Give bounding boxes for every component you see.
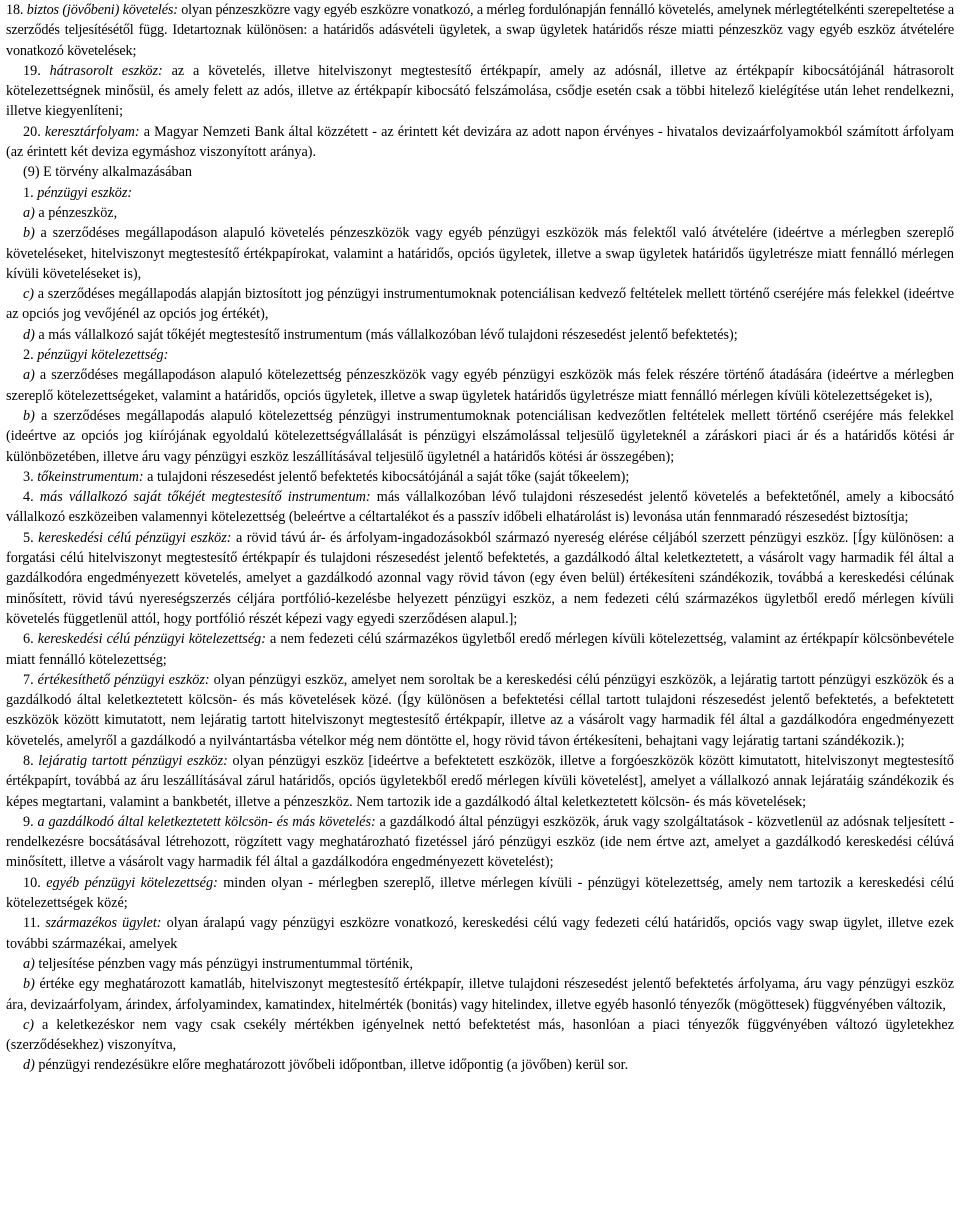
term-label: kereskedési célú pénzügyi kötelezettség: <box>37 631 266 648</box>
paragraph <box>6 61 954 122</box>
paragraph <box>6 0 954 61</box>
paragraph <box>6 467 954 487</box>
paragraph-text: pénzügyi rendezésükre előre meghatározott jövőbeli időpontban, illetve időpontig (a jövőben) kerül sor. <box>34 1057 629 1074</box>
paragraph-text: 10. <box>23 874 47 891</box>
paragraph-text: teljesítése pénzben vagy más pénzügyi instrumentummal történik, <box>34 955 414 972</box>
term-label: b) <box>23 225 35 242</box>
paragraph <box>6 223 954 284</box>
paragraph-text: a szerződéses megállapodáson alapuló követelés pénzeszközök vagy egyéb pénzügyi eszközök más felektől való átvételére (ideértve a mérlegben szereplő követeléseket, hitelviszonyt megtestesítő értékpapírokat, valamint a határidős, opciós ügyletek, illetve a swap ügyletek határidős ügyletrésze miatt fennálló mérlegen kívüli követeléseket is), <box>6 225 954 282</box>
term-label: c) <box>23 286 35 303</box>
paragraph <box>6 913 954 954</box>
paragraph <box>6 203 954 223</box>
paragraph-text: a szerződéses megállapodás alapuló kötelezettség pénzügyi instrumentumoknak potenciálisan kedvezőtlen feltételek mellett történő cseréjére más felekkel (ideértve az opciós jog kiírójának egyoldalú kötelezettségvállalását is pénzügyi elszámolással teljesülő ügyleteknél a záráskori piaci ár és a határidős kötési ár különbözetében, illetve áru vagy pénzügyi eszköz leszállításával teljesülő ügyletnél a határidős kötési ár összegében); <box>6 407 954 465</box>
paragraph <box>6 629 954 670</box>
term-label: a) <box>23 367 35 384</box>
term-label: pénzügyi eszköz: <box>37 184 133 201</box>
term-label: d) <box>23 326 35 343</box>
paragraph <box>6 365 954 406</box>
term-label: származékos ügylet: <box>45 915 162 932</box>
paragraph <box>6 812 954 873</box>
term-label: értékesíthető pénzügyi eszköz: <box>37 671 210 688</box>
term-label: biztos (jövőbeni) követelés: <box>26 2 178 18</box>
paragraph-text: olyan pénzügyi eszköz [ideértve a befektetett eszközök, illetve a forgóeszközök között kimutatott, hitelviszonyt megtestesítő értékpapírt, továbbá az áru leszállításával zárul határidős, opciós ügyletekből eredő mérlegen kívüli követelést], amelyet a vállalkozó annak lejáratáig szándékozik és képes megtartani, valamint a bankbetét, illetve a pénzeszköz. Nem tartozik ide a gazdálkodó által keletkeztetett kölcsön- és más követelések; <box>6 752 954 810</box>
paragraph-text: olyan pénzeszközre vagy egyéb eszközre vonatkozó, a mérleg fordulónapján fennálló követelés, amelynek mérlegtételkénti szerepeltetése a szerződés teljesítésétől függ. Idetartoznak különösen: a határidős adásvételi ügyletek, a swap ügyletek határidős része miatti pénzeszköz vagy egyéb eszköz átvételére vonatkozó követelések; <box>6 2 954 59</box>
paragraph-text: a gazdálkodó által pénzügyi eszközök, áruk vagy szolgáltatások - közvetlenül az adósnak teljesített - rendelkezésre bocsátásával létrehozott, rögzített vagy meghatározható fizetéssel járó pénzügyi eszköz (ide nem értve azt, amelyet a gazdálkodó kereskedési célúvá minősített, illetve a vásárolt vagy harmadik fél által a gazdálkodóra engedményezett követelést); <box>6 813 954 871</box>
paragraph-text: az a követelés, illetve hitelviszonyt megtestesítő értékpapír, amely az adósnál, illetve az értékpapír kibocsátójánál hátrasorolt kötelezettségnek minősül, és amely felett az adós, illetve az értékpapír kibocsátó felszámolása, csődje esetén csak a többi hitelező kielégítése után lehet rendelkezni, illetve kiegyenlíteni; <box>6 62 955 120</box>
paragraph <box>6 954 954 974</box>
paragraph-text: 9. <box>23 813 38 830</box>
paragraph <box>6 345 954 365</box>
term-label: más vállalkozó saját tőkéjét megtestesítő instrumentum: <box>39 489 371 506</box>
paragraph <box>6 1055 954 1075</box>
paragraph <box>6 183 954 203</box>
term-label: keresztárfolyam: <box>44 123 140 140</box>
paragraph <box>6 1015 954 1056</box>
paragraph <box>6 406 954 467</box>
term-label: hátrasorolt eszköz: <box>49 62 163 79</box>
paragraph <box>6 670 954 751</box>
paragraph-text: 19. <box>23 62 50 79</box>
term-label: tőkeinstrumentum: <box>37 468 144 485</box>
paragraph <box>6 751 954 812</box>
paragraph-text: értéke egy meghatározott kamatláb, hitelviszonyt megtestesítő értékpapír, illetve tulajdoni részesedést jelentő befektetés árfolyama, áru vagy pénzügyi eszköz ára, devizaárfolyam, árindex, árfolyamindex, kamatindex, hitelmérték (bonitás) vagy hitelindex, illetve egyéb hasonló tényezők (mögöttesek) függvényében változik, <box>6 976 954 1013</box>
paragraph-text: 8. <box>23 752 39 769</box>
paragraph <box>6 162 954 182</box>
paragraph <box>6 974 954 1015</box>
paragraph-text: 7. <box>23 671 38 688</box>
term-label: pénzügyi kötelezettség: <box>37 347 169 364</box>
paragraph-text: a más vállalkozó saját tőkéjét megtestesítő instrumentum (más vállalkozóban lévő tulajdoni részesedést jelentő befektetés); <box>34 326 738 343</box>
paragraph-text: 5. <box>23 529 39 546</box>
paragraph <box>6 528 954 629</box>
paragraph-text: 18. <box>6 2 27 18</box>
term-label: c) <box>23 1016 35 1033</box>
term-label: b) <box>23 407 35 424</box>
paragraph-text: 3. <box>23 468 38 485</box>
term-label: d) <box>23 1057 35 1074</box>
paragraph-text: 4. <box>23 489 40 506</box>
paragraph-text: 1. <box>23 184 38 201</box>
paragraph <box>6 487 954 528</box>
paragraph-text: a rövid távú ár- és árfolyam-ingadozásokból származó nyereség elérése céljából szerzett pénzügyi eszköz. [Így különösen: a forgatási célú hitelviszonyt megtestesítő értékpapír és tulajdoni részesedést jelentő befektetés, a gazdálkodó által keletkeztetett, a vásárolt vagy harmadik fél által a gazdálkodóra engedményezett követelés, amelyet a gazdálkodó azonnal vagy rövid távon (egy éven belül) értékesíteni szándékozik, továbbá a kereskedési célúnak minősített, rövid távú nyereségszerzés céljára portfólió-kezelésbe helyezett pénzügyi eszköz, a nem fedezeti célú származékos ügyletből eredő mérlegen kívüli követelés függetlenül attól, hogy portfólió részét képezi vagy egyedi szerződésen alapul.]; <box>6 529 955 627</box>
paragraph-text: a szerződéses megállapodás alapján biztosított jog pénzügyi instrumentumoknak potenciálisan kedvező feltételek mellett történő cseréjére más felekkel (ideértve az opciós jog vevőjénél az opciós jog értékét), <box>6 286 954 323</box>
paragraph-text: a tulajdoni részesedést jelentő befektetés kibocsátójánál a saját tőke (saját tőkeelem); <box>143 468 630 485</box>
paragraph-text: a nem fedezeti célú származékos ügyletből eredő mérlegen kívüli kötelezettség, valamint az értékpapír kölcsönbevétele miatt fennálló kötelezettség; <box>6 631 955 668</box>
paragraph-text: 20. <box>23 123 45 140</box>
paragraph-text: a keletkezéskor nem vagy csak csekély mértékben igényelnek nettó befektetést más, hasonlóan a piaci tényezők függvényében változó ügyletekhez (szerződésekhez) viszonyítva, <box>6 1016 954 1054</box>
term-label: a) <box>23 204 35 221</box>
paragraph-text: a pénzeszköz, <box>34 204 118 221</box>
paragraph-text: más vállalkozóban lévő tulajdoni részesedést jelentő követelés a befektetőnél, amely a kibocsátó vállalkozó eszközeiben valamennyi kötelezettség (beleértve a céltartalékot és a passzív időbeli elhatárolást is) levonása után fennmaradó részesedést biztosítja; <box>6 489 955 526</box>
term-label: lejáratig tartott pénzügyi eszköz: <box>38 752 228 769</box>
paragraph-text: 2. <box>23 347 38 364</box>
term-label: b) <box>23 976 35 993</box>
paragraph-text: a szerződéses megállapodáson alapuló kötelezettség pénzeszközök vagy egyéb pénzügyi eszközök más felek részére történő átadására (ideértve a mérlegben szereplő kötelezettségeket, valamint a határidős, opciós ügyletek, illetve a swap ügyletek határidős ügyletrésze miatt fennálló mérlegen kívüli kötelezettségeket is), <box>6 367 954 404</box>
paragraph-text: minden olyan - mérlegben szereplő, illetve mérlegen kívüli - pénzügyi kötelezettség, amely nem tartozik a kereskedési célú kötelezettségek közé; <box>6 874 955 912</box>
paragraph <box>6 325 954 345</box>
term-label: kereskedési célú pénzügyi eszköz: <box>38 529 232 546</box>
paragraph-text: olyan áralapú vagy pénzügyi eszközre vonatkozó, kereskedési célú vagy fedezeti célú határidős, opciós vagy swap ügylet, illetve ezek további származékai, amelyek <box>6 915 954 952</box>
paragraph <box>6 122 954 163</box>
paragraph-text: olyan pénzügyi eszköz, amelyet nem soroltak be a kereskedési célú pénzügyi eszközök, a lejáratig tartott pénzügyi eszközök és a gazdálkodó által keletkeztetett kölcsön- és más követelések közé. (Így különösen a befektetési céllal tartott tulajdoni részesedést jelentő befektetés, a befektetett eszközök között kimutatott, nem lejáratig tartott hitelviszonyt megtestesítő értékpapír, illetve az a vásárolt vagy harmadik fél által a gazdálkodóra engedményezett követelés, amelyről a gazdálkodó a nyilvántartásba vételkor még nem döntötte el, hogy rövid távon értékesíteni, behajtani vagy lejáratig tartani szándékozik.); <box>6 671 955 749</box>
paragraph <box>6 873 954 914</box>
paragraph-text: 11. <box>23 915 46 932</box>
term-label: a gazdálkodó által keletkeztetett kölcsön- és más követelés: <box>37 813 376 830</box>
paragraph-text: (9) E törvény alkalmazásában <box>23 164 192 181</box>
paragraph-text: a Magyar Nemzeti Bank által közzétett - az érintett két devizára az adott napon érvényes - hivatalos devizaárfolyamokból számított árfolyam (az érintett két deviza egymáshoz viszonyított aránya). <box>6 123 955 161</box>
term-label: egyéb pénzügyi kötelezettség: <box>46 874 218 891</box>
paragraph-text: 6. <box>23 631 38 648</box>
paragraph <box>6 284 954 325</box>
term-label: a) <box>23 955 35 972</box>
